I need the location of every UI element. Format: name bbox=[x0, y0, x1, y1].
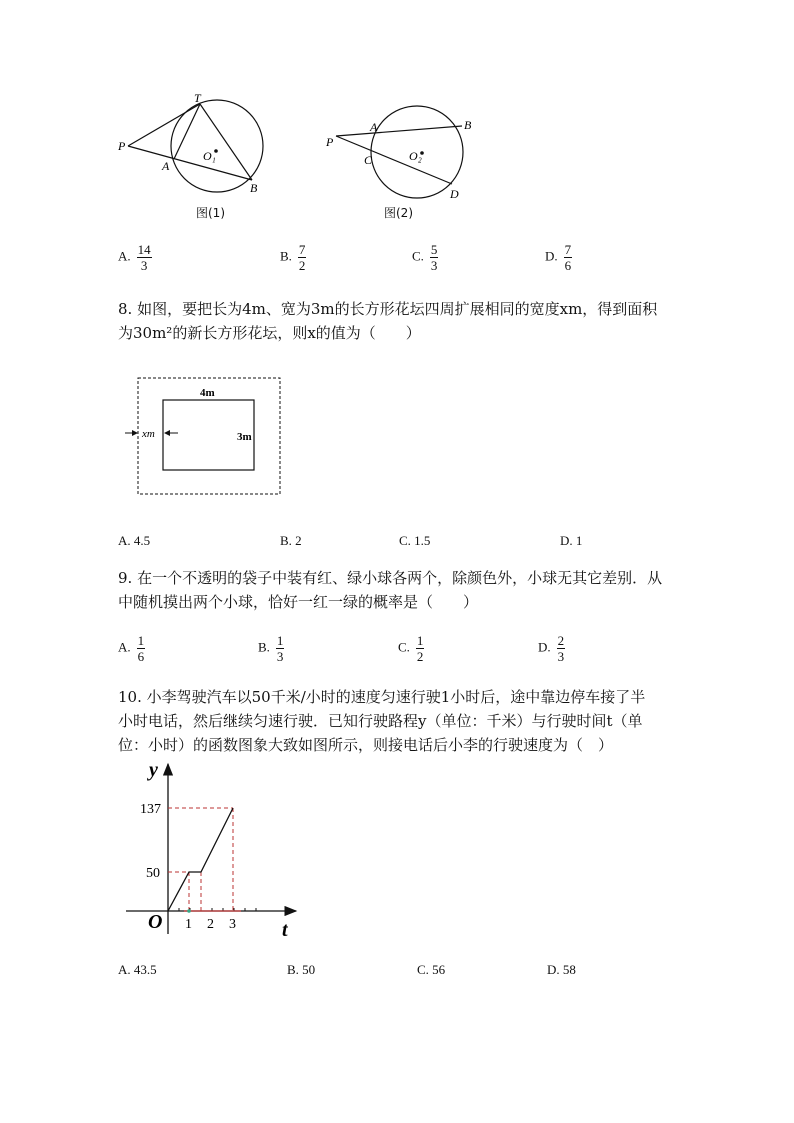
label-xm: xm bbox=[142, 428, 155, 440]
x-tick-2: 2 bbox=[207, 917, 214, 932]
fraction bbox=[564, 243, 573, 272]
fraction bbox=[557, 634, 566, 663]
numerator: 14 bbox=[137, 242, 151, 257]
q8-line-1: 8. 如图，要把长为4m、宽为3m的长方形花坛四周扩展相同的宽度xm，得到面积 bbox=[118, 300, 658, 318]
option-value: 1 bbox=[575, 533, 583, 548]
denominator: 3 bbox=[557, 649, 565, 664]
option-value: 56 bbox=[432, 962, 446, 977]
option-letter: C. bbox=[412, 248, 424, 264]
q8-line-2: 为30m²的新长方形花坛，则x的值为（ ） bbox=[118, 324, 421, 342]
numerator: 1 bbox=[416, 633, 424, 648]
circle-o1 bbox=[171, 100, 263, 192]
label-b: B bbox=[250, 181, 258, 195]
tangent-pt bbox=[128, 104, 200, 146]
label-b: B bbox=[464, 118, 472, 132]
x-axis-label: t bbox=[282, 919, 288, 941]
fraction bbox=[416, 634, 425, 663]
q10-option-a[interactable] bbox=[118, 962, 157, 978]
q7-option-a[interactable] bbox=[118, 243, 152, 272]
option-letter: B. bbox=[258, 639, 270, 655]
q9-option-d[interactable] bbox=[538, 634, 565, 663]
label-d: D bbox=[450, 187, 459, 201]
option-letter: A. bbox=[118, 533, 131, 548]
denominator: 3 bbox=[140, 258, 148, 273]
denominator: 2 bbox=[298, 258, 306, 273]
q7-option-b[interactable] bbox=[280, 243, 306, 272]
y-tick-137: 137 bbox=[140, 802, 161, 817]
option-letter: A. bbox=[118, 639, 131, 655]
denominator: 2 bbox=[416, 649, 424, 664]
option-value: 4.5 bbox=[133, 533, 151, 548]
y-axis-label: y bbox=[149, 759, 158, 781]
denominator: 6 bbox=[564, 258, 572, 273]
chord-tb bbox=[200, 104, 252, 180]
point-marker bbox=[187, 909, 191, 913]
label-4m: 4m bbox=[200, 387, 215, 399]
option-letter: D. bbox=[545, 248, 558, 264]
q9-option-b[interactable] bbox=[258, 634, 284, 663]
secant-pb bbox=[128, 146, 252, 180]
label-o2: O₂ bbox=[409, 149, 422, 163]
denominator: 3 bbox=[276, 649, 284, 664]
q9-line-2: 中随机摸出两个小球，恰好一红一绿的概率是（ ） bbox=[118, 593, 479, 611]
label-c: C bbox=[364, 153, 373, 167]
label-a: A bbox=[162, 159, 170, 173]
q8-option-d[interactable] bbox=[560, 533, 582, 549]
label-t: T bbox=[194, 92, 201, 105]
q10-line-1: 10. 小李驾驶汽车以50千米/小时的速度匀速行驶1小时后，途中靠边停车接了半 bbox=[118, 688, 646, 706]
origin-label: O bbox=[148, 911, 163, 933]
q7-figure-1-caption: 图(1) bbox=[196, 206, 225, 220]
q7-option-d[interactable] bbox=[545, 243, 572, 272]
option-letter: D. bbox=[538, 639, 551, 655]
guide-lines bbox=[168, 808, 233, 911]
q9-stem bbox=[118, 566, 698, 614]
numerator: 2 bbox=[557, 633, 565, 648]
option-value: 50 bbox=[302, 962, 316, 977]
q10-option-c[interactable] bbox=[417, 962, 445, 978]
secant-pcd bbox=[336, 136, 452, 184]
label-a: A bbox=[370, 120, 378, 134]
option-letter: C. bbox=[399, 533, 411, 548]
option-value: 1.5 bbox=[414, 533, 431, 548]
option-value: 2 bbox=[295, 533, 302, 548]
q8-stem bbox=[118, 297, 698, 345]
option-letter: C. bbox=[417, 962, 429, 977]
x-tick-3: 3 bbox=[229, 917, 236, 932]
numerator: 7 bbox=[298, 242, 306, 257]
numerator: 1 bbox=[276, 633, 284, 648]
option-value: 58 bbox=[562, 962, 576, 977]
denominator: 3 bbox=[430, 258, 438, 273]
option-letter: B. bbox=[280, 533, 292, 548]
q10-graph bbox=[126, 756, 306, 942]
option-letter: B. bbox=[287, 962, 299, 977]
q10-line-3: 位：小时）的函数图象大致如图所示，则接电话后小李的行驶速度为（ ） bbox=[118, 736, 614, 754]
denominator: 6 bbox=[137, 649, 145, 664]
fraction bbox=[298, 243, 307, 272]
label-p: P bbox=[326, 135, 334, 149]
fraction bbox=[430, 243, 439, 272]
numerator: 1 bbox=[137, 633, 145, 648]
option-letter: B. bbox=[280, 248, 292, 264]
fraction bbox=[137, 634, 146, 663]
label-o1: O₁ bbox=[203, 149, 216, 163]
option-letter: D. bbox=[547, 962, 560, 977]
q10-option-b[interactable] bbox=[287, 962, 315, 978]
x-tick-1: 1 bbox=[185, 917, 192, 932]
option-value: 43.5 bbox=[133, 962, 157, 977]
fraction bbox=[276, 634, 285, 663]
q9-line-1: 9. 在一个不透明的袋子中装有红、绿小球各两个，除颜色外，小球无其它差别．从 bbox=[118, 569, 663, 587]
y-tick-50: 50 bbox=[146, 866, 160, 881]
q7-figure-2 bbox=[322, 92, 482, 202]
option-letter: A. bbox=[118, 962, 131, 977]
q10-option-d[interactable] bbox=[547, 962, 576, 978]
option-letter: A. bbox=[118, 248, 131, 264]
q8-option-c[interactable] bbox=[399, 533, 430, 549]
q9-option-c[interactable] bbox=[398, 634, 424, 663]
q8-option-b[interactable] bbox=[280, 533, 302, 549]
q9-option-a[interactable] bbox=[118, 634, 145, 663]
q7-option-c[interactable] bbox=[412, 243, 438, 272]
q10-line-2: 小时电话，然后继续匀速行驶．已知行驶路程y（单位：千米）与行驶时间t（单 bbox=[118, 712, 643, 730]
q8-option-a[interactable] bbox=[118, 533, 150, 549]
q7-figure-1 bbox=[112, 92, 272, 197]
label-p: P bbox=[118, 139, 126, 153]
numerator: 5 bbox=[430, 242, 438, 257]
q8-figure bbox=[120, 372, 290, 502]
q10-stem bbox=[118, 685, 698, 757]
option-letter: C. bbox=[398, 639, 410, 655]
label-3m: 3m bbox=[237, 431, 252, 443]
secant-pab bbox=[336, 126, 462, 136]
numerator: 7 bbox=[564, 242, 572, 257]
q7-figure-2-caption: 图(2) bbox=[384, 206, 413, 220]
fraction bbox=[137, 243, 152, 272]
option-letter: D. bbox=[560, 533, 573, 548]
